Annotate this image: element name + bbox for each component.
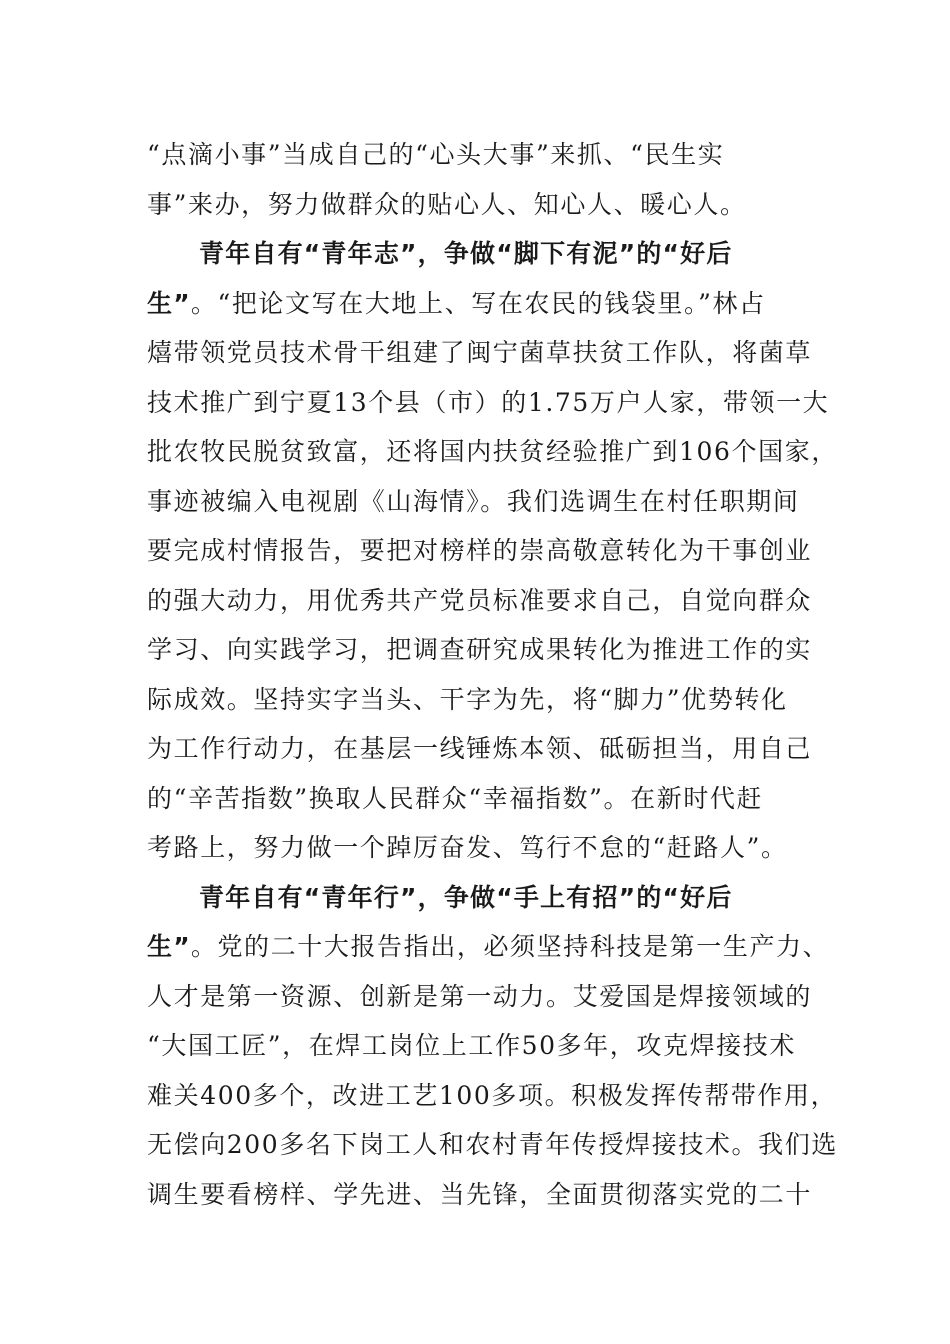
paragraph-3-line: 无偿向200多名下岗工人和农村青年传授焊接技术。我们选 (147, 1130, 838, 1159)
paragraph-2-heading: 青年自有“青年志”，争做“脚下有泥”的“好后 (199, 239, 733, 268)
paragraph-2-line: 的强大动力，用优秀共产党员标准要求自己，自觉向群众 (147, 585, 813, 615)
paragraph-2-line: 际成效。坚持实字当头、干字为先，将“脚力”优势转化 (147, 684, 788, 714)
paragraph-1-line-1: “点滴小事”当成自己的“心头大事”来抓、“民生实 (147, 140, 725, 169)
paragraph-3-line: 调生要看榜样、学先进、当先锋，全面贯彻落实党的二十 (147, 1179, 813, 1209)
paragraph-2-line: 批农牧民脱贫致富，还将国内扶贫经验推广到106个国家， (147, 437, 838, 466)
paragraph-2-line: 熺带领党员技术骨干组建了闽宁菌草扶贫工作队，将菌草 (147, 338, 813, 367)
paragraph-3-line: 难关400多个，改进工艺100多项。积极发挥传帮带作用， (147, 1080, 838, 1110)
paragraph-2-line: 技术推广到宁夏13个县（市）的1.75万户人家，带领一大 (147, 387, 830, 417)
paragraph-3-line: 人才是第一资源、创新是第一动力。艾爱国是焊接领域的 (147, 981, 813, 1011)
paragraph-2-line-2-text: 。“把论文写在大地上、写在农民的钱袋里。”林占 (190, 288, 766, 318)
paragraph-3-line-2 (147, 922, 830, 972)
body-text (147, 130, 838, 1219)
paragraph-3-line-2-text: 。党的二十大报告指出，必须坚持科技是第一生产力、 (190, 932, 830, 961)
paragraph-1-line-2: 事”来办，努力做群众的贴心人、知心人、暖心人。 (147, 189, 747, 219)
paragraph-2-line: 为工作行动力，在基层一线锤炼本领、砥砺担当，用自己 (147, 734, 813, 763)
paragraph-2-line-2 (147, 279, 807, 329)
paragraph-2-heading-end: 生” (147, 288, 191, 318)
paragraph-3-heading: 青年自有“青年行”，争做“手上有招”的“好后 (199, 882, 733, 912)
paragraph-2-line: 的“辛苦指数”换取人民群众“幸福指数”。在新时代赶 (147, 783, 764, 813)
paragraph-2-line: 学习、向实践学习，把调查研究成果转化为推进工作的实 (147, 635, 813, 664)
paragraph-3-line: “大国工匠”，在焊工岗位上工作50多年，攻克焊接技术 (147, 1031, 796, 1060)
paragraph-2-line: 要完成村情报告，要把对榜样的崇高敬意转化为干事创业 (147, 536, 813, 565)
paragraph-2-line: 事迹被编入电视剧《山海情》。我们选调生在村任职期间 (147, 486, 800, 516)
paragraph-2-line: 考路上，努力做一个踔厉奋发、笃行不怠的“赶路人”。 (147, 833, 788, 862)
paragraph-3-heading-end: 生” (147, 932, 191, 961)
